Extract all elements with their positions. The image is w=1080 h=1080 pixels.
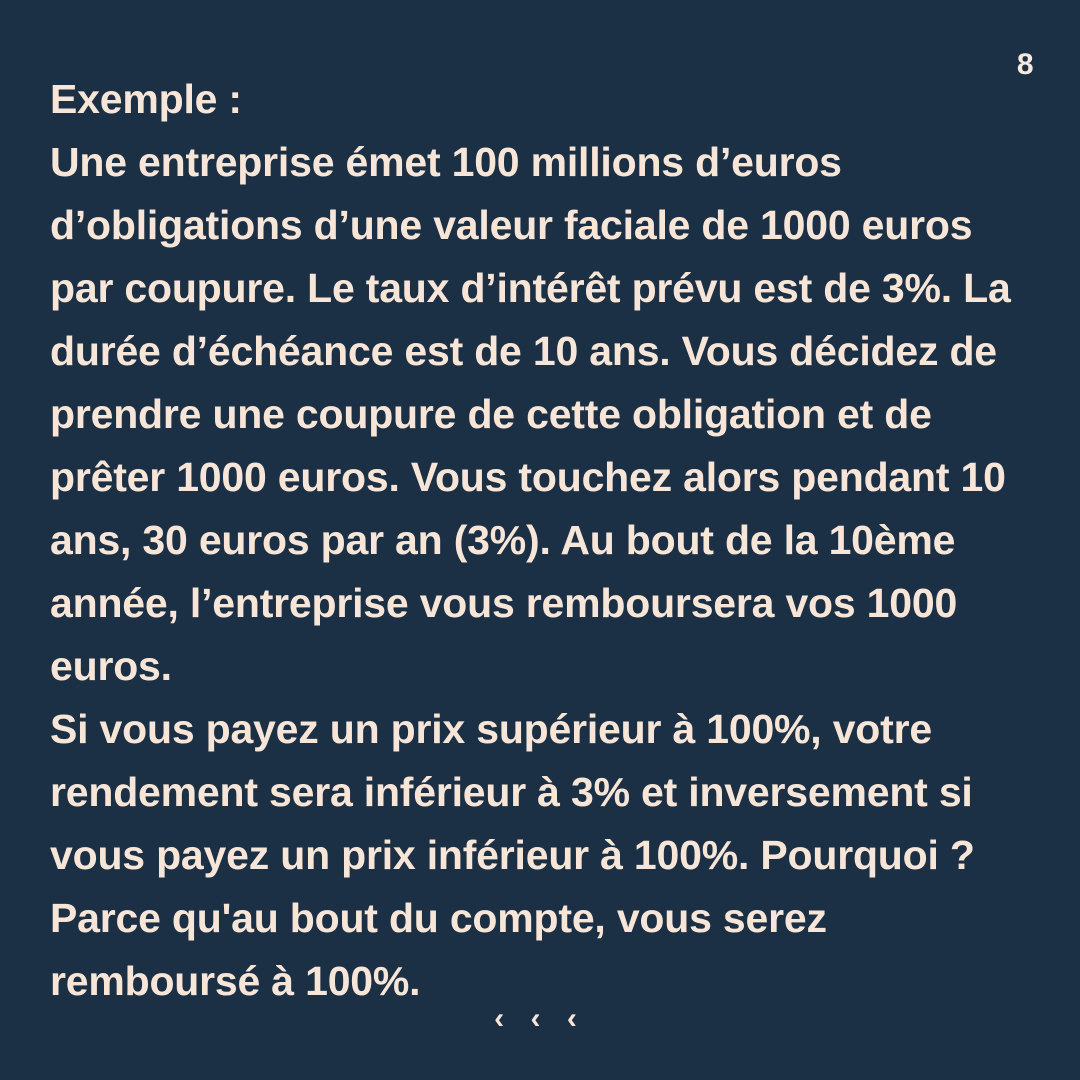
paragraph-example-body: Une entreprise émet 100 millions d’euros d’obligations d’une valeur faciale de 1000 euros par coupure. Le taux d’intérêt prévu est de 3%. La durée d’échéance est de 10 ans. Vous décidez de prendre une coupure de cette obligation et de prêter 1000 euros. Vous touchez alors pendant 10 ans, 30 euros par an (3%). Au bout de la 10ème année, l’entreprise vous remboursera vos 1000 euros. xyxy=(50,139,1011,689)
paragraph-yield-note: Si vous payez un prix supérieur à 100%, votre rendement sera inférieur à 3% et inversement si vous payez un prix inférieur à 100%. Pourquoi ? Parce qu'au bout du compte, vous serez remboursé à 100%. xyxy=(50,706,975,1004)
chevron-left-icon: ‹ ‹ ‹ xyxy=(494,1002,586,1035)
slide-body-text xyxy=(50,68,1035,1013)
page-number: 8 xyxy=(1016,48,1034,81)
paragraph-heading: Exemple : xyxy=(50,76,242,122)
